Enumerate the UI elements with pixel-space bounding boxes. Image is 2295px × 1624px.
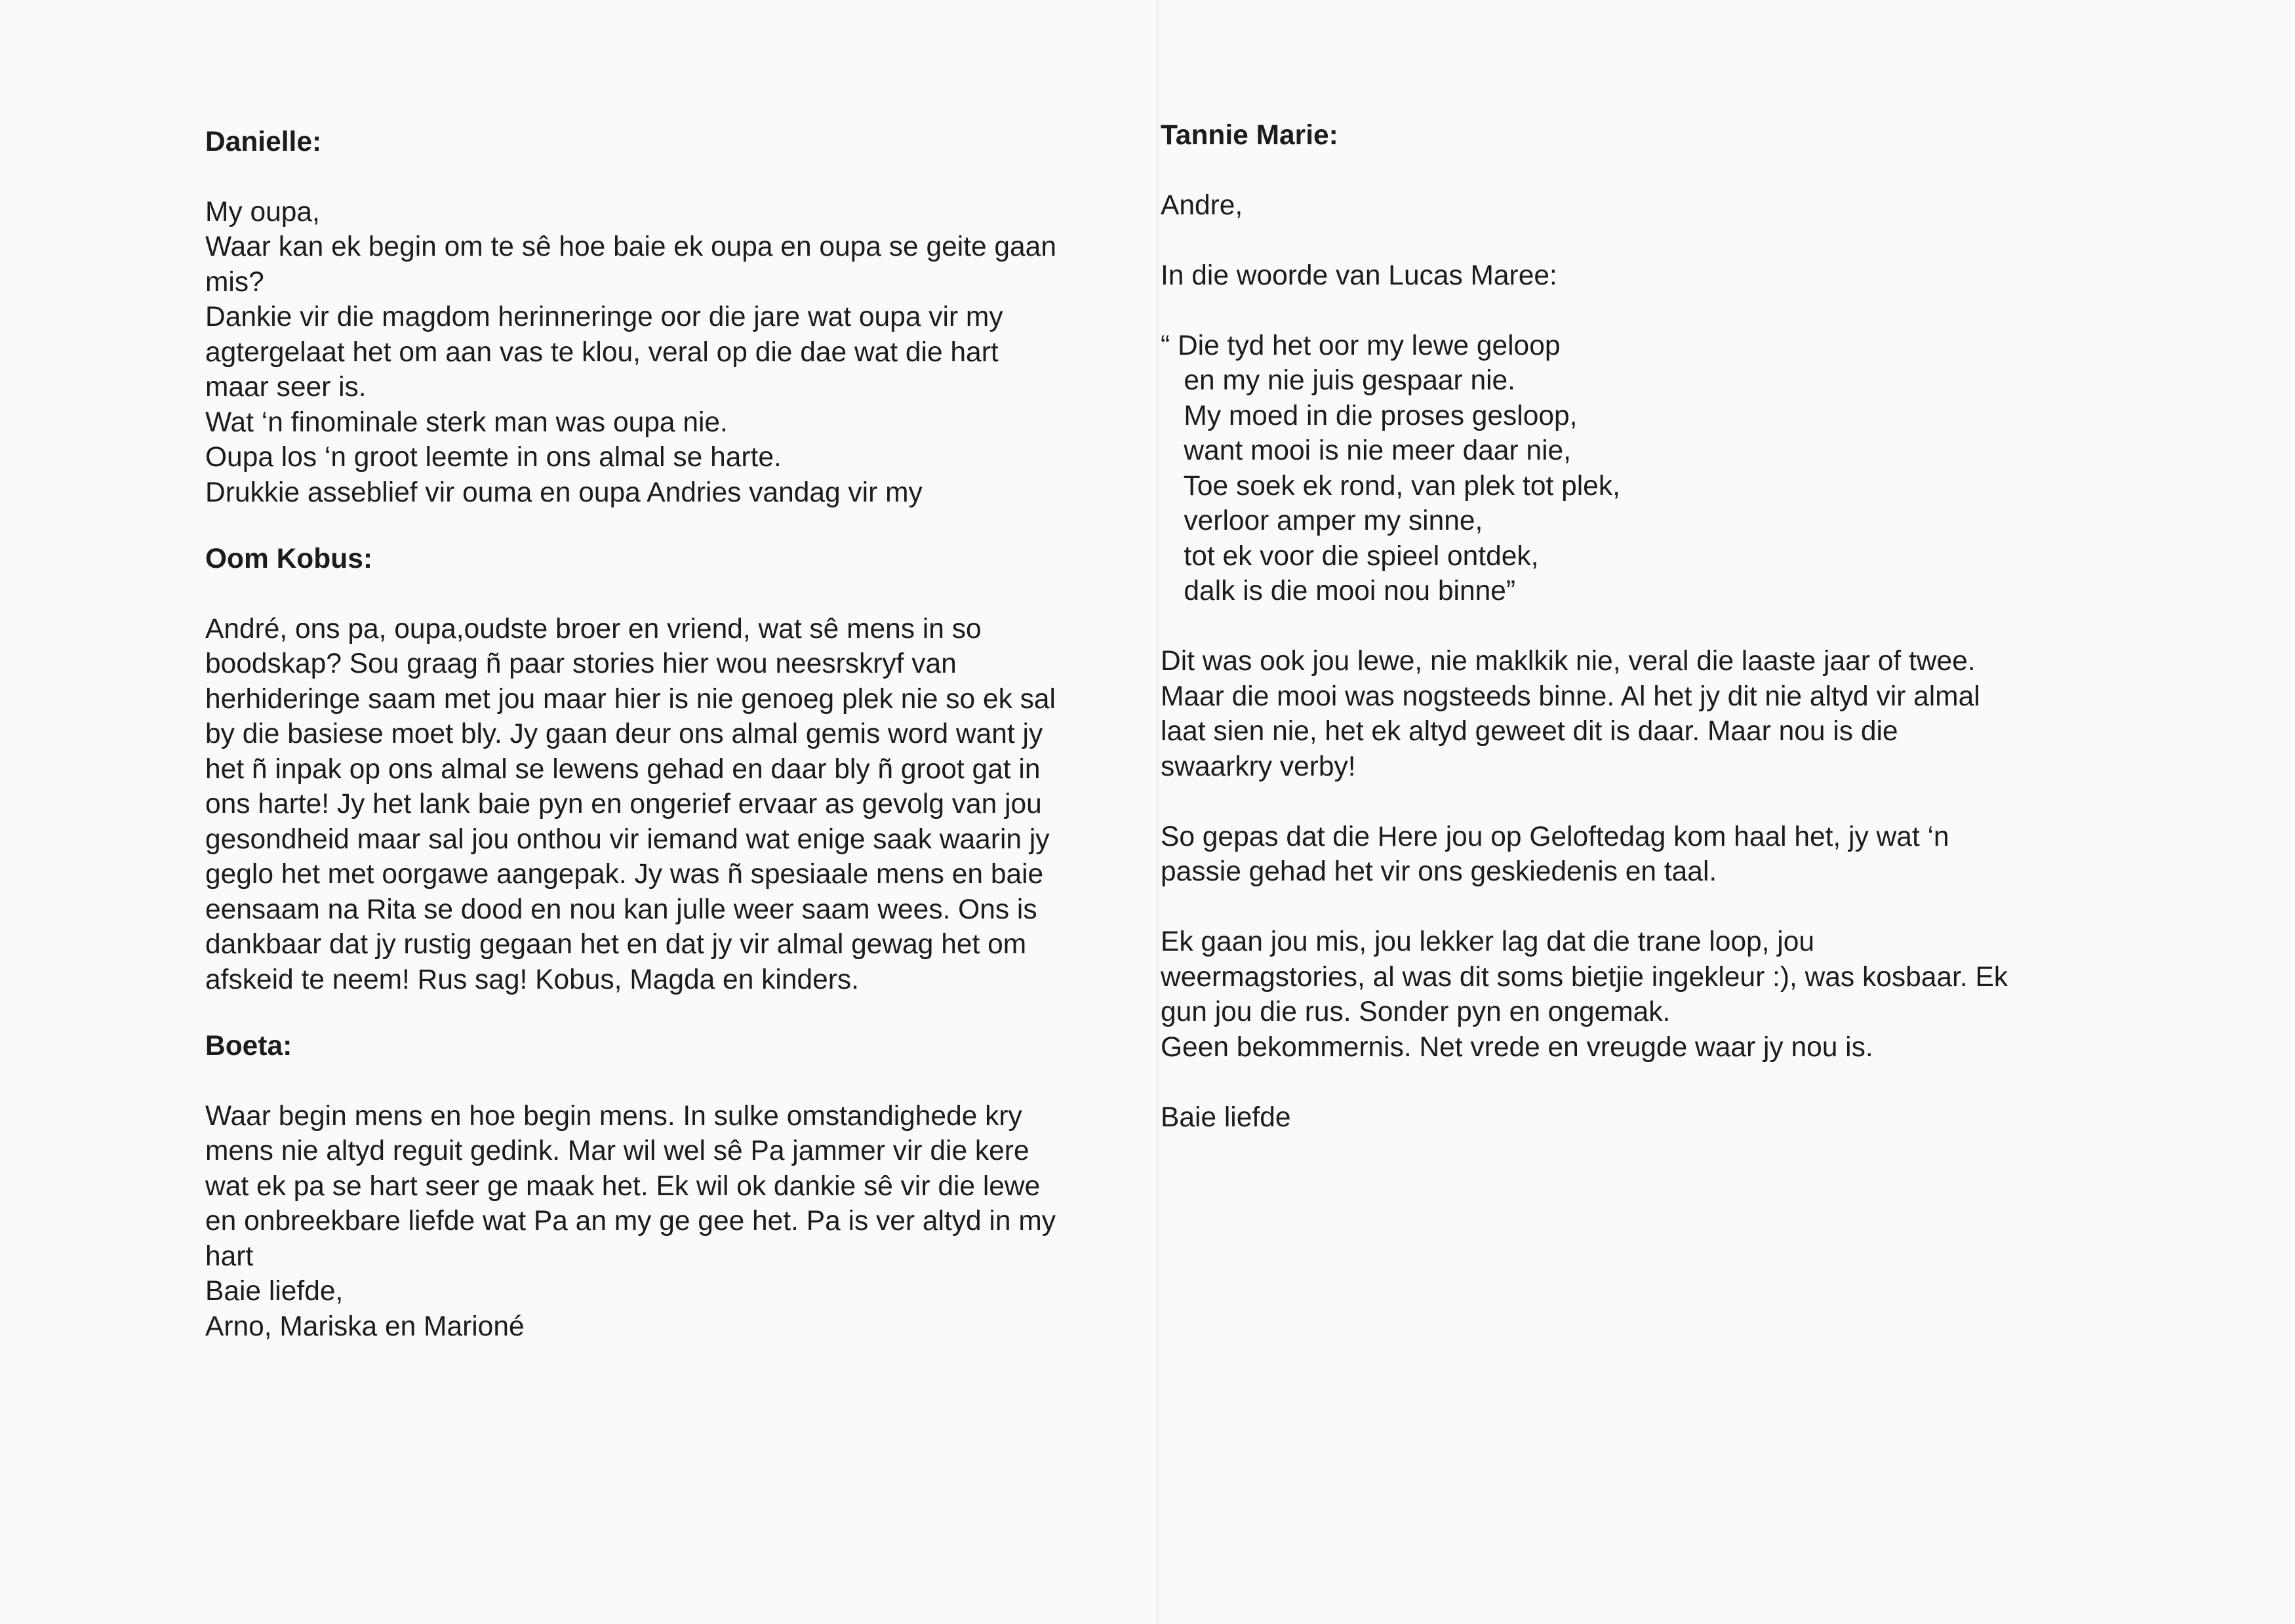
message-line: herhideringe saam met jou maar hier is nie genoeg plek nie so ek sal bbox=[205, 683, 1056, 715]
author-heading: Oom Kobus: bbox=[205, 544, 372, 574]
message-line: mis? bbox=[205, 266, 264, 298]
message-line: gun jou die rus. Sonder pyn en ongemak. bbox=[1161, 997, 1671, 1027]
message-line: My oupa, bbox=[205, 196, 320, 228]
message-line: Waar begin mens en hoe begin mens. In sulke omstandighede kry bbox=[205, 1100, 1022, 1132]
message-line: Ek gaan jou mis, jou lekker lag dat die trane loop, jou bbox=[1161, 926, 1814, 957]
message-line: My moed in die proses gesloop, bbox=[1161, 400, 1578, 431]
message-line: Drukkie asseblief vir ouma en oupa Andries vandag vir my bbox=[205, 477, 923, 508]
message-body bbox=[1161, 188, 2105, 1136]
message-line: Andre, bbox=[1161, 189, 1243, 221]
message-body bbox=[205, 1099, 1149, 1345]
message-line: Toe soek ek rond, van plek tot plek, bbox=[1161, 470, 1620, 502]
message-line: Waar kan ek begin om te sê hoe baie ek oupa en oupa se geite gaan bbox=[205, 231, 1056, 262]
paragraph-gap bbox=[1161, 784, 2105, 820]
message-line: eensaam na Rita se dood en nou kan julle weer saam wees. Ons is bbox=[205, 894, 1037, 925]
message-line: Wat ‘n finominale sterk man was oupa nie. bbox=[205, 406, 728, 438]
message-line: Baie liefde, bbox=[205, 1276, 344, 1307]
message-line: Dankie vir die magdom herinneringe oor die jare wat oupa vir my bbox=[205, 302, 1003, 332]
message-line: passie gehad het vir ons geskiedenis en taal. bbox=[1161, 856, 1717, 887]
message-line: het ñ inpak op ons almal se lewens gehad en daar bly ñ groot gat in bbox=[205, 753, 1041, 785]
author-heading: Danielle: bbox=[205, 127, 322, 157]
message-line: gesondheid maar sal jou onthou vir iemand wat enige saak waarin jy bbox=[205, 823, 1050, 855]
message-line: afskeid te neem! Rus sag! Kobus, Magda en kinders. bbox=[205, 964, 859, 995]
message-body bbox=[205, 195, 1149, 511]
message-line: “ Die tyd het oor my lewe geloop bbox=[1161, 330, 1561, 361]
message-line: en my nie juis gespaar nie. bbox=[1161, 365, 1515, 396]
message-oom-kobus bbox=[205, 542, 1149, 997]
message-line: Arno, Mariska en Marioné bbox=[205, 1311, 525, 1342]
message-line: geglo het met oorgawe aangepak. Jy was ñ spesiaale mens en baie bbox=[205, 859, 1044, 890]
left-column bbox=[205, 125, 1149, 1344]
paragraph-gap bbox=[1161, 1065, 2105, 1100]
message-body bbox=[205, 612, 1149, 998]
message-line: swaarkry verby! bbox=[1161, 751, 1356, 782]
message-line: tot ek voor die spieel ontdek, bbox=[1161, 540, 1539, 572]
message-line: Dit was ook jou lewe, nie maklkik nie, veral die laaste jaar of twee. bbox=[1161, 646, 1976, 677]
message-line: boodskap? Sou graag ñ paar stories hier wou neesrskryf van bbox=[205, 648, 957, 679]
author-heading: Tannie Marie: bbox=[1161, 120, 1338, 151]
page-fold bbox=[1154, 0, 1161, 1624]
message-line: en onbreekbare liefde wat Pa an my ge gee het. Pa is ver altyd in my bbox=[205, 1206, 1056, 1237]
message-line: agtergelaat het om aan vas te klou, veral op die dae wat die hart bbox=[205, 336, 999, 368]
paragraph-gap bbox=[1161, 609, 2105, 644]
message-line: dalk is die mooi nou binne” bbox=[1161, 576, 1516, 606]
message-tannie-marie bbox=[1161, 118, 2105, 1135]
paragraph-gap bbox=[1161, 223, 2105, 258]
message-line: Maar die mooi was nogsteeds binne. Al het jy dit nie altyd vir almal bbox=[1161, 681, 1980, 712]
message-boeta bbox=[205, 1029, 1149, 1344]
message-danielle bbox=[205, 125, 1149, 510]
paragraph-gap bbox=[1161, 890, 2105, 925]
message-line: dankbaar dat jy rustig gegaan het en dat jy vir almal gewag het om bbox=[205, 929, 1027, 960]
message-line: hart bbox=[205, 1240, 254, 1272]
message-line: weermagstories, al was dit soms bietjie ingekleur :), was kosbaar. Ek bbox=[1161, 961, 2008, 993]
message-line: So gepas dat die Here jou op Geloftedag kom haal het, jy wat ‘n bbox=[1161, 821, 1949, 852]
right-column bbox=[1161, 118, 2105, 1135]
message-line: want mooi is nie meer daar nie, bbox=[1161, 435, 1571, 466]
message-line: mens nie altyd reguit gedink. Mar wil wel sê Pa jammer vir die kere bbox=[205, 1136, 1029, 1166]
message-line: maar seer is. bbox=[205, 372, 367, 403]
message-line: In die woorde van Lucas Maree: bbox=[1161, 260, 1557, 291]
message-line: André, ons pa, oupa,oudste broer en vriend, wat sê mens in so bbox=[205, 613, 982, 644]
message-line: Baie liefde bbox=[1161, 1101, 1291, 1133]
message-line: wat ek pa se hart seer ge maak het. Ek wil ok dankie sê vir die lewe bbox=[205, 1170, 1041, 1202]
message-line: Geen bekommernis. Net vrede en vreugde waar jy nou is. bbox=[1161, 1031, 1873, 1063]
author-heading: Boeta: bbox=[205, 1031, 292, 1061]
message-line: verloor amper my sinne, bbox=[1161, 505, 1483, 536]
message-line: Oupa los ‘n groot leemte in ons almal se harte. bbox=[205, 442, 782, 473]
message-line: by die basiese moet bly. Jy gaan deur ons almal gemis word want jy bbox=[205, 719, 1043, 749]
message-line: ons harte! Jy het lank baie pyn en ongerief ervaar as gevolg van jou bbox=[205, 789, 1042, 820]
paragraph-gap bbox=[1161, 293, 2105, 328]
message-line: laat sien nie, het ek altyd geweet dit is daar. Maar nou is die bbox=[1161, 716, 1898, 747]
